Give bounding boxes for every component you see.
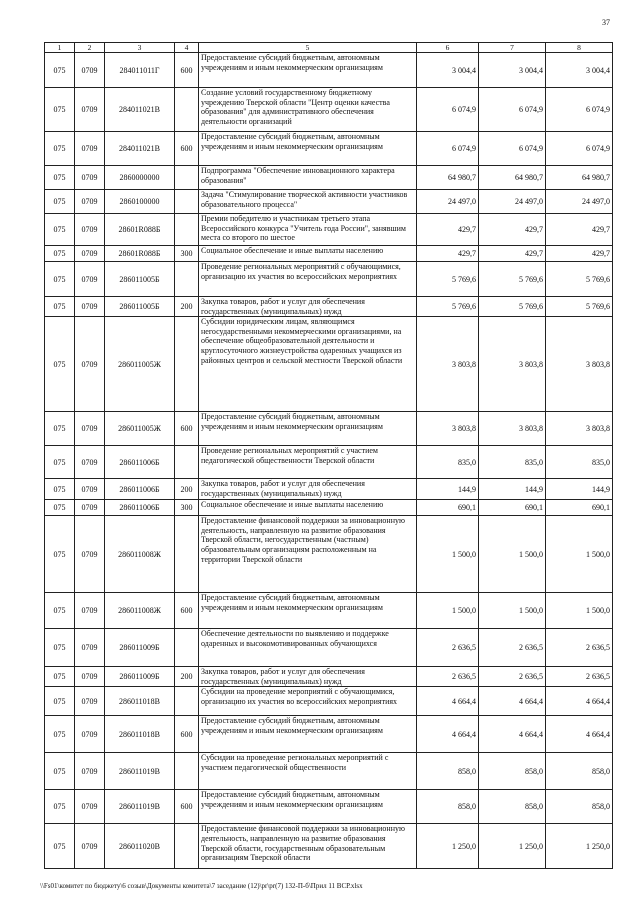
section-code-cell: 0709 bbox=[75, 500, 105, 516]
description-cell: Предоставление финансовой поддержки за инновационную деятельность, направленную на развитие образования Тверской области, государственным образовательным организациям Тверской области bbox=[199, 824, 417, 869]
target-article-cell: 286011009Б bbox=[105, 667, 175, 687]
section-code-cell: 0709 bbox=[75, 262, 105, 297]
amount-year1-cell: 2 636,5 bbox=[417, 629, 479, 667]
section-code-cell: 0709 bbox=[75, 790, 105, 824]
amount-year1-cell: 6 074,9 bbox=[417, 132, 479, 166]
target-article-cell: 286011005Ж bbox=[105, 412, 175, 446]
amount-year3-cell: 429,7 bbox=[546, 214, 613, 246]
section-code-cell: 0709 bbox=[75, 246, 105, 262]
expense-type-cell: 200 bbox=[175, 297, 199, 317]
table-row bbox=[45, 190, 613, 214]
section-code-cell: 0709 bbox=[75, 412, 105, 446]
amount-year3-cell: 429,7 bbox=[546, 246, 613, 262]
amount-year1-cell: 144,9 bbox=[417, 479, 479, 500]
target-article-cell: 286011018В bbox=[105, 687, 175, 716]
expense-type-cell: 300 bbox=[175, 500, 199, 516]
agency-code-cell: 075 bbox=[45, 593, 75, 629]
amount-year3-cell: 4 664,4 bbox=[546, 716, 613, 753]
amount-year1-cell: 5 769,6 bbox=[417, 297, 479, 317]
amount-year2-cell: 2 636,5 bbox=[479, 667, 546, 687]
target-article-cell: 286011005Ж bbox=[105, 317, 175, 412]
section-code-cell: 0709 bbox=[75, 446, 105, 479]
description-cell: Субсидии на проведение региональных мероприятий с участием педагогической общественности bbox=[199, 753, 417, 790]
target-article-cell: 284011021В bbox=[105, 88, 175, 132]
table-row bbox=[45, 214, 613, 246]
agency-code-cell: 075 bbox=[45, 629, 75, 667]
description-cell: Предоставление субсидий бюджетным, автономным учреждениям и иным некоммерческим организациям bbox=[199, 593, 417, 629]
section-code-cell: 0709 bbox=[75, 516, 105, 593]
agency-code-cell: 075 bbox=[45, 246, 75, 262]
table-row bbox=[45, 166, 613, 190]
amount-year2-cell: 1 500,0 bbox=[479, 593, 546, 629]
amount-year1-cell: 429,7 bbox=[417, 214, 479, 246]
agency-code-cell: 075 bbox=[45, 790, 75, 824]
description-cell: Обеспечение деятельности по выявлению и поддержке одаренных и высокомотивированных обучающихся bbox=[199, 629, 417, 667]
amount-year3-cell: 1 500,0 bbox=[546, 593, 613, 629]
description-cell: Предоставление субсидий бюджетным, автономным учреждениям и иным некоммерческим организациям bbox=[199, 716, 417, 753]
table-row bbox=[45, 516, 613, 593]
section-code-cell: 0709 bbox=[75, 687, 105, 716]
table-row bbox=[45, 297, 613, 317]
amount-year1-cell: 64 980,7 bbox=[417, 166, 479, 190]
amount-year2-cell: 858,0 bbox=[479, 753, 546, 790]
table-row bbox=[45, 246, 613, 262]
amount-year3-cell: 64 980,7 bbox=[546, 166, 613, 190]
expense-type-cell bbox=[175, 446, 199, 479]
file-path-footer: \\Fs01\комитет по бюджету\6 созыв\Документы комитета\7 заседание (12)\pr\pr(7) 132-П-б\Прил 11 ВСР.xlsx bbox=[40, 882, 363, 890]
target-article-cell: 286011019В bbox=[105, 753, 175, 790]
amount-year1-cell: 1 500,0 bbox=[417, 593, 479, 629]
agency-code-cell: 075 bbox=[45, 297, 75, 317]
section-code-cell: 0709 bbox=[75, 667, 105, 687]
table-row bbox=[45, 716, 613, 753]
expense-type-cell bbox=[175, 166, 199, 190]
amount-year3-cell: 5 769,6 bbox=[546, 297, 613, 317]
expense-type-cell bbox=[175, 317, 199, 412]
amount-year1-cell: 429,7 bbox=[417, 246, 479, 262]
table-row bbox=[45, 262, 613, 297]
table-row bbox=[45, 317, 613, 412]
header-cell: 6 bbox=[417, 43, 479, 53]
description-cell: Социальное обеспечение и иные выплаты населению bbox=[199, 246, 417, 262]
amount-year2-cell: 858,0 bbox=[479, 790, 546, 824]
agency-code-cell: 075 bbox=[45, 262, 75, 297]
table-row bbox=[45, 53, 613, 88]
target-article-cell: 286011005Б bbox=[105, 262, 175, 297]
description-cell: Проведение региональных мероприятий с обучающимися, организацию их участия во всероссийских мероприятиях bbox=[199, 262, 417, 297]
expense-type-cell: 600 bbox=[175, 790, 199, 824]
description-cell: Социальное обеспечение и иные выплаты населению bbox=[199, 500, 417, 516]
amount-year1-cell: 4 664,4 bbox=[417, 716, 479, 753]
description-cell: Закупка товаров, работ и услуг для обеспечения государственных (муниципальных) нужд bbox=[199, 479, 417, 500]
amount-year1-cell: 3 803,8 bbox=[417, 317, 479, 412]
description-cell: Субсидии на проведение мероприятий с обучающимися, организацию их участия во всероссийских мероприятиях bbox=[199, 687, 417, 716]
description-cell: Подпрограмма "Обеспечение инновационного характера образования" bbox=[199, 166, 417, 190]
target-article-cell: 286011019В bbox=[105, 790, 175, 824]
section-code-cell: 0709 bbox=[75, 190, 105, 214]
header-cell: 1 bbox=[45, 43, 75, 53]
agency-code-cell: 075 bbox=[45, 753, 75, 790]
section-code-cell: 0709 bbox=[75, 214, 105, 246]
amount-year2-cell: 64 980,7 bbox=[479, 166, 546, 190]
amount-year3-cell: 6 074,9 bbox=[546, 132, 613, 166]
amount-year3-cell: 858,0 bbox=[546, 790, 613, 824]
budget-table bbox=[44, 42, 613, 869]
amount-year1-cell: 1 250,0 bbox=[417, 824, 479, 869]
table-row bbox=[45, 753, 613, 790]
amount-year3-cell: 5 769,6 bbox=[546, 262, 613, 297]
section-code-cell: 0709 bbox=[75, 593, 105, 629]
section-code-cell: 0709 bbox=[75, 479, 105, 500]
amount-year2-cell: 6 074,9 bbox=[479, 88, 546, 132]
amount-year3-cell: 144,9 bbox=[546, 479, 613, 500]
amount-year1-cell: 858,0 bbox=[417, 790, 479, 824]
section-code-cell: 0709 bbox=[75, 629, 105, 667]
amount-year2-cell: 429,7 bbox=[479, 214, 546, 246]
expense-type-cell bbox=[175, 753, 199, 790]
amount-year1-cell: 1 500,0 bbox=[417, 516, 479, 593]
amount-year3-cell: 3 803,8 bbox=[546, 317, 613, 412]
section-code-cell: 0709 bbox=[75, 824, 105, 869]
target-article-cell: 286011006Б bbox=[105, 446, 175, 479]
amount-year2-cell: 2 636,5 bbox=[479, 629, 546, 667]
description-cell: Закупка товаров, работ и услуг для обеспечения государственных (муниципальных) нужд bbox=[199, 667, 417, 687]
target-article-cell: 286011006Б bbox=[105, 479, 175, 500]
agency-code-cell: 075 bbox=[45, 88, 75, 132]
agency-code-cell: 075 bbox=[45, 824, 75, 869]
amount-year2-cell: 144,9 bbox=[479, 479, 546, 500]
expense-type-cell bbox=[175, 214, 199, 246]
amount-year1-cell: 858,0 bbox=[417, 753, 479, 790]
table-row bbox=[45, 593, 613, 629]
agency-code-cell: 075 bbox=[45, 716, 75, 753]
table-row bbox=[45, 132, 613, 166]
amount-year3-cell: 2 636,5 bbox=[546, 629, 613, 667]
agency-code-cell: 075 bbox=[45, 214, 75, 246]
expense-type-cell bbox=[175, 516, 199, 593]
table-row bbox=[45, 88, 613, 132]
description-cell: Создание условий государственному бюджетному учреждению Тверской области "Центр оценки качества образования" для административного обеспечения деятельности организаций bbox=[199, 88, 417, 132]
amount-year1-cell: 4 664,4 bbox=[417, 687, 479, 716]
expense-type-cell: 600 bbox=[175, 716, 199, 753]
amount-year2-cell: 690,1 bbox=[479, 500, 546, 516]
agency-code-cell: 075 bbox=[45, 412, 75, 446]
expense-type-cell bbox=[175, 88, 199, 132]
target-article-cell: 286011009Б bbox=[105, 629, 175, 667]
description-cell: Предоставление субсидий бюджетным, автономным учреждениям и иным некоммерческим организациям bbox=[199, 412, 417, 446]
amount-year3-cell: 6 074,9 bbox=[546, 88, 613, 132]
header-cell: 3 bbox=[105, 43, 175, 53]
expense-type-cell bbox=[175, 824, 199, 869]
target-article-cell: 2860100000 bbox=[105, 190, 175, 214]
description-cell: Предоставление субсидий бюджетным, автономным учреждениям и иным некоммерческим организациям bbox=[199, 53, 417, 88]
description-cell: Закупка товаров, работ и услуг для обеспечения государственных (муниципальных) нужд bbox=[199, 297, 417, 317]
amount-year2-cell: 4 664,4 bbox=[479, 687, 546, 716]
amount-year2-cell: 429,7 bbox=[479, 246, 546, 262]
target-article-cell: 286011020В bbox=[105, 824, 175, 869]
agency-code-cell: 075 bbox=[45, 166, 75, 190]
target-article-cell: 286011008Ж bbox=[105, 593, 175, 629]
target-article-cell: 284011011Г bbox=[105, 53, 175, 88]
description-cell: Предоставление субсидий бюджетным, автономным учреждениям и иным некоммерческим организациям bbox=[199, 790, 417, 824]
agency-code-cell: 075 bbox=[45, 500, 75, 516]
page-number: 37 bbox=[602, 18, 610, 27]
expense-type-cell: 600 bbox=[175, 412, 199, 446]
agency-code-cell: 075 bbox=[45, 317, 75, 412]
section-code-cell: 0709 bbox=[75, 88, 105, 132]
description-cell: Задача "Стимулирование творческой активности участников образовательного процесса" bbox=[199, 190, 417, 214]
amount-year3-cell: 3 004,4 bbox=[546, 53, 613, 88]
section-code-cell: 0709 bbox=[75, 297, 105, 317]
header-cell: 4 bbox=[175, 43, 199, 53]
target-article-cell: 28601R088Б bbox=[105, 214, 175, 246]
agency-code-cell: 075 bbox=[45, 667, 75, 687]
amount-year2-cell: 1 500,0 bbox=[479, 516, 546, 593]
amount-year1-cell: 690,1 bbox=[417, 500, 479, 516]
amount-year3-cell: 690,1 bbox=[546, 500, 613, 516]
expense-type-cell: 600 bbox=[175, 593, 199, 629]
expense-type-cell: 300 bbox=[175, 246, 199, 262]
expense-type-cell bbox=[175, 262, 199, 297]
expense-type-cell: 200 bbox=[175, 479, 199, 500]
amount-year2-cell: 4 664,4 bbox=[479, 716, 546, 753]
table-row bbox=[45, 479, 613, 500]
target-article-cell: 286011006Б bbox=[105, 500, 175, 516]
amount-year1-cell: 24 497,0 bbox=[417, 190, 479, 214]
section-code-cell: 0709 bbox=[75, 166, 105, 190]
description-cell: Предоставление финансовой поддержки за инновационную деятельность, направленную на развитие образования Тверской области, негосударственным (частным) образовательным организациям расположенным на территории Тверской области bbox=[199, 516, 417, 593]
amount-year2-cell: 835,0 bbox=[479, 446, 546, 479]
target-article-cell: 284011021В bbox=[105, 132, 175, 166]
expense-type-cell: 200 bbox=[175, 667, 199, 687]
table-row bbox=[45, 500, 613, 516]
target-article-cell: 286011005Б bbox=[105, 297, 175, 317]
agency-code-cell: 075 bbox=[45, 687, 75, 716]
amount-year1-cell: 5 769,6 bbox=[417, 262, 479, 297]
expense-type-cell bbox=[175, 190, 199, 214]
header-cell: 2 bbox=[75, 43, 105, 53]
table-row bbox=[45, 790, 613, 824]
amount-year3-cell: 1 500,0 bbox=[546, 516, 613, 593]
amount-year3-cell: 1 250,0 bbox=[546, 824, 613, 869]
description-cell: Проведение региональных мероприятий с участием педагогической общественности Тверской области bbox=[199, 446, 417, 479]
header-cell: 8 bbox=[546, 43, 613, 53]
section-code-cell: 0709 bbox=[75, 753, 105, 790]
expense-type-cell bbox=[175, 687, 199, 716]
agency-code-cell: 075 bbox=[45, 190, 75, 214]
amount-year1-cell: 6 074,9 bbox=[417, 88, 479, 132]
target-article-cell: 28601R088Б bbox=[105, 246, 175, 262]
amount-year3-cell: 2 636,5 bbox=[546, 667, 613, 687]
amount-year2-cell: 5 769,6 bbox=[479, 262, 546, 297]
expense-type-cell bbox=[175, 629, 199, 667]
agency-code-cell: 075 bbox=[45, 516, 75, 593]
expense-type-cell: 600 bbox=[175, 132, 199, 166]
section-code-cell: 0709 bbox=[75, 53, 105, 88]
amount-year3-cell: 835,0 bbox=[546, 446, 613, 479]
table-row bbox=[45, 687, 613, 716]
amount-year2-cell: 3 803,8 bbox=[479, 412, 546, 446]
amount-year3-cell: 3 803,8 bbox=[546, 412, 613, 446]
table-row bbox=[45, 412, 613, 446]
amount-year2-cell: 1 250,0 bbox=[479, 824, 546, 869]
agency-code-cell: 075 bbox=[45, 479, 75, 500]
amount-year3-cell: 858,0 bbox=[546, 753, 613, 790]
amount-year2-cell: 24 497,0 bbox=[479, 190, 546, 214]
amount-year2-cell: 3 004,4 bbox=[479, 53, 546, 88]
agency-code-cell: 075 bbox=[45, 53, 75, 88]
target-article-cell: 286011008Ж bbox=[105, 516, 175, 593]
table-row bbox=[45, 667, 613, 687]
amount-year2-cell: 3 803,8 bbox=[479, 317, 546, 412]
section-code-cell: 0709 bbox=[75, 317, 105, 412]
amount-year2-cell: 5 769,6 bbox=[479, 297, 546, 317]
amount-year2-cell: 6 074,9 bbox=[479, 132, 546, 166]
section-code-cell: 0709 bbox=[75, 716, 105, 753]
amount-year3-cell: 24 497,0 bbox=[546, 190, 613, 214]
description-cell: Субсидии юридическим лицам, являющимся негосударственными некоммерческими организациями, на обеспечение общеобразовательной деятельности и круглосуточного жизнеустройства одаренных учащихся из районных центров и сельской местности Тверской области bbox=[199, 317, 417, 412]
amount-year1-cell: 3 803,8 bbox=[417, 412, 479, 446]
header-row bbox=[45, 43, 613, 53]
table-row bbox=[45, 629, 613, 667]
amount-year1-cell: 3 004,4 bbox=[417, 53, 479, 88]
agency-code-cell: 075 bbox=[45, 132, 75, 166]
target-article-cell: 2860000000 bbox=[105, 166, 175, 190]
table-row bbox=[45, 446, 613, 479]
description-cell: Премии победителю и участникам третьего этапа Всероссийского конкурса "Учитель года России", занявшим места со второго по шестое bbox=[199, 214, 417, 246]
header-cell: 7 bbox=[479, 43, 546, 53]
expense-type-cell: 600 bbox=[175, 53, 199, 88]
amount-year1-cell: 2 636,5 bbox=[417, 667, 479, 687]
section-code-cell: 0709 bbox=[75, 132, 105, 166]
table-row bbox=[45, 824, 613, 869]
header-cell: 5 bbox=[199, 43, 417, 53]
amount-year1-cell: 835,0 bbox=[417, 446, 479, 479]
description-cell: Предоставление субсидий бюджетным, автономным учреждениям и иным некоммерческим организациям bbox=[199, 132, 417, 166]
agency-code-cell: 075 bbox=[45, 446, 75, 479]
amount-year3-cell: 4 664,4 bbox=[546, 687, 613, 716]
target-article-cell: 286011018В bbox=[105, 716, 175, 753]
